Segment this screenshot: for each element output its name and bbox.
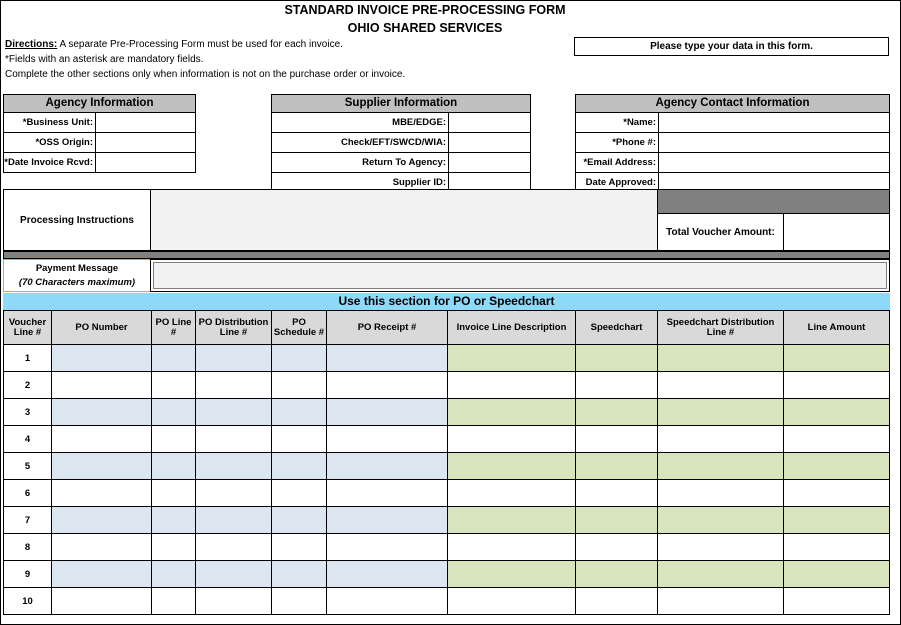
mandatory-note: *Fields with an asterisk are mandatory fields. (5, 54, 204, 65)
line-amount-cell[interactable] (784, 372, 890, 399)
payment-message-label: Payment Message (35, 263, 119, 274)
processing-instructions-field[interactable] (150, 189, 658, 251)
po-receipt-cell[interactable] (327, 453, 448, 480)
po-distribution-line-cell[interactable] (196, 345, 272, 372)
speedchart-cell[interactable] (576, 588, 658, 615)
po-number-cell[interactable] (52, 588, 152, 615)
po-table-header-row (4, 311, 890, 345)
invoice-line-description-cell[interactable] (448, 426, 576, 453)
speedchart-cell[interactable] (576, 534, 658, 561)
speedchart-cell[interactable] (576, 480, 658, 507)
contact-email-label: *Email Address: (576, 153, 659, 172)
directions-text: A separate Pre-Processing Form must be used for each invoice. (57, 39, 343, 50)
invoice-line-description-cell[interactable] (448, 507, 576, 534)
po-number-cell[interactable] (52, 507, 152, 534)
po-distribution-line-cell[interactable] (196, 507, 272, 534)
po-number-cell[interactable] (52, 426, 152, 453)
agency-contact-title: Agency Contact Information (575, 94, 890, 113)
invoice-line-description-cell[interactable] (448, 453, 576, 480)
table-row (4, 372, 890, 399)
voucher-line-number: 4 (4, 426, 52, 453)
contact-name-label: *Name: (576, 113, 659, 132)
date-invoice-rcvd-label: *Date Invoice Rcvd: (4, 153, 96, 172)
speedchart-cell[interactable] (576, 345, 658, 372)
po-receipt-cell[interactable] (327, 480, 448, 507)
form-title: STANDARD INVOICE PRE-PROCESSING FORM (284, 3, 566, 17)
line-amount-cell[interactable] (784, 399, 890, 426)
line-amount-cell[interactable] (784, 453, 890, 480)
po-line-cell[interactable] (152, 426, 196, 453)
po-schedule-cell[interactable] (272, 480, 327, 507)
po-line-cell[interactable] (152, 561, 196, 588)
voucher-line-number: 6 (4, 480, 52, 507)
po-section-banner: Use this section for PO or Speedchart (3, 293, 890, 310)
table-row (4, 480, 890, 507)
po-schedule-cell[interactable] (272, 534, 327, 561)
business-unit-field[interactable] (96, 113, 195, 132)
form-subtitle: OHIO SHARED SERVICES (347, 21, 503, 35)
payment-message-wrap (150, 259, 890, 292)
table-row (4, 399, 890, 426)
table-row (4, 588, 890, 615)
speedchart-distribution-line-cell[interactable] (658, 588, 784, 615)
po-number-cell[interactable] (52, 345, 152, 372)
check-eft-field[interactable] (449, 133, 530, 152)
po-distribution-line-cell[interactable] (196, 561, 272, 588)
po-receipt-cell[interactable] (327, 561, 448, 588)
po-receipt-cell[interactable] (327, 507, 448, 534)
table-row (4, 561, 890, 588)
payment-message-label-cell (3, 259, 151, 292)
line-amount-cell[interactable] (784, 588, 890, 615)
po-schedule-cell[interactable] (272, 561, 327, 588)
col-invoice-line-description: Invoice Line Description (448, 311, 576, 345)
col-line-amount: Line Amount (784, 311, 890, 345)
po-line-cell[interactable] (152, 480, 196, 507)
agency-info-section (3, 94, 196, 173)
date-approved-label: Date Approved: (576, 173, 659, 192)
po-schedule-cell[interactable] (272, 426, 327, 453)
section-divider (3, 251, 890, 259)
po-line-cell[interactable] (152, 534, 196, 561)
invoice-line-description-cell[interactable] (448, 372, 576, 399)
contact-email-field[interactable] (659, 153, 889, 172)
po-receipt-cell[interactable] (327, 345, 448, 372)
po-receipt-cell[interactable] (327, 372, 448, 399)
po-line-cell[interactable] (152, 507, 196, 534)
voucher-line-number: 10 (4, 588, 52, 615)
po-number-cell[interactable] (52, 480, 152, 507)
speedchart-cell[interactable] (576, 372, 658, 399)
col-po-number: PO Number (52, 311, 152, 345)
check-eft-label: Check/EFT/SWCD/WIA: (272, 133, 449, 152)
po-distribution-line-cell[interactable] (196, 399, 272, 426)
mbe-edge-label: MBE/EDGE: (272, 113, 449, 132)
po-receipt-cell[interactable] (327, 588, 448, 615)
date-invoice-rcvd-field[interactable] (96, 153, 195, 172)
mbe-edge-field[interactable] (449, 113, 530, 132)
line-amount-cell[interactable] (784, 345, 890, 372)
contact-name-field[interactable] (659, 113, 889, 132)
po-schedule-cell[interactable] (272, 372, 327, 399)
speedchart-distribution-line-cell[interactable] (658, 372, 784, 399)
voucher-line-number: 8 (4, 534, 52, 561)
voucher-line-number: 3 (4, 399, 52, 426)
po-receipt-cell[interactable] (327, 399, 448, 426)
speedchart-distribution-line-cell[interactable] (658, 399, 784, 426)
po-line-cell[interactable] (152, 345, 196, 372)
speedchart-distribution-line-cell[interactable] (658, 426, 784, 453)
supplier-info-title: Supplier Information (271, 94, 531, 113)
po-schedule-cell[interactable] (272, 588, 327, 615)
speedchart-cell[interactable] (576, 426, 658, 453)
agency-contact-section (575, 94, 890, 193)
po-distribution-line-cell[interactable] (196, 534, 272, 561)
payment-message-note: (70 Characters maximum) (18, 277, 136, 288)
col-po-distribution-line: PO Distribution Line # (196, 311, 272, 345)
return-to-agency-label: Return To Agency: (272, 153, 449, 172)
po-schedule-cell[interactable] (272, 345, 327, 372)
invoice-line-description-cell[interactable] (448, 588, 576, 615)
speedchart-cell[interactable] (576, 399, 658, 426)
col-speedchart: Speedchart (576, 311, 658, 345)
table-row (4, 453, 890, 480)
table-row (4, 426, 890, 453)
speedchart-distribution-line-cell[interactable] (658, 534, 784, 561)
processing-instructions-label: Processing Instructions (3, 189, 151, 251)
col-po-line: PO Line # (152, 311, 196, 345)
speedchart-distribution-line-cell[interactable] (658, 453, 784, 480)
po-number-cell[interactable] (52, 372, 152, 399)
po-line-cell[interactable] (152, 453, 196, 480)
po-number-cell[interactable] (52, 453, 152, 480)
po-distribution-line-cell[interactable] (196, 588, 272, 615)
speedchart-cell[interactable] (576, 453, 658, 480)
contact-phone-field[interactable] (659, 133, 889, 152)
business-unit-label: *Business Unit: (4, 113, 96, 132)
speedchart-cell[interactable] (576, 507, 658, 534)
speedchart-distribution-line-cell[interactable] (658, 507, 784, 534)
agency-info-title: Agency Information (3, 94, 196, 113)
voucher-line-number: 2 (4, 372, 52, 399)
complete-note: Complete the other sections only when information is not on the purchase order or invoice. (5, 69, 406, 80)
po-distribution-line-cell[interactable] (196, 480, 272, 507)
speedchart-cell[interactable] (576, 561, 658, 588)
shaded-header-block (657, 189, 890, 214)
po-number-cell[interactable] (52, 561, 152, 588)
po-number-cell[interactable] (52, 534, 152, 561)
total-voucher-label: Total Voucher Amount: (657, 213, 784, 251)
line-amount-cell[interactable] (784, 561, 890, 588)
oss-origin-label: *OSS Origin: (4, 133, 96, 152)
oss-origin-field[interactable] (96, 133, 195, 152)
type-data-note: Please type your data in this form. (574, 37, 889, 56)
return-to-agency-field[interactable] (449, 153, 530, 172)
supplier-id-label: Supplier ID: (272, 173, 449, 192)
po-schedule-cell[interactable] (272, 507, 327, 534)
invoice-line-description-cell[interactable] (448, 534, 576, 561)
po-table (3, 310, 890, 615)
supplier-info-section (271, 94, 531, 193)
po-line-cell[interactable] (152, 399, 196, 426)
speedchart-distribution-line-cell[interactable] (658, 561, 784, 588)
invoice-line-description-cell[interactable] (448, 480, 576, 507)
po-schedule-cell[interactable] (272, 399, 327, 426)
po-receipt-cell[interactable] (327, 426, 448, 453)
speedchart-distribution-line-cell[interactable] (658, 345, 784, 372)
invoice-line-description-cell[interactable] (448, 399, 576, 426)
po-line-cell[interactable] (152, 372, 196, 399)
col-po-schedule: PO Schedule # (272, 311, 327, 345)
total-voucher-field[interactable] (783, 213, 890, 251)
po-distribution-line-cell[interactable] (196, 426, 272, 453)
contact-phone-label: *Phone #: (576, 133, 659, 152)
col-speedchart-distribution-line: Speedchart Distribution Line # (658, 311, 784, 345)
voucher-line-number: 1 (4, 345, 52, 372)
table-row (4, 507, 890, 534)
invoice-line-description-cell[interactable] (448, 561, 576, 588)
voucher-line-number: 9 (4, 561, 52, 588)
line-amount-cell[interactable] (784, 480, 890, 507)
table-row (4, 345, 890, 372)
col-po-receipt: PO Receipt # (327, 311, 448, 345)
po-schedule-cell[interactable] (272, 453, 327, 480)
po-receipt-cell[interactable] (327, 534, 448, 561)
table-row (4, 534, 890, 561)
col-voucher-line: Voucher Line # (4, 311, 52, 345)
voucher-line-number: 5 (4, 453, 52, 480)
voucher-line-number: 7 (4, 507, 52, 534)
line-amount-cell[interactable] (784, 534, 890, 561)
po-number-cell[interactable] (52, 399, 152, 426)
directions-label: Directions: (5, 39, 58, 50)
po-distribution-line-cell[interactable] (196, 453, 272, 480)
po-distribution-line-cell[interactable] (196, 372, 272, 399)
line-amount-cell[interactable] (784, 507, 890, 534)
invoice-line-description-cell[interactable] (448, 345, 576, 372)
po-line-cell[interactable] (152, 588, 196, 615)
speedchart-distribution-line-cell[interactable] (658, 480, 784, 507)
directions (5, 39, 565, 50)
line-amount-cell[interactable] (784, 426, 890, 453)
payment-message-field[interactable] (153, 262, 887, 289)
